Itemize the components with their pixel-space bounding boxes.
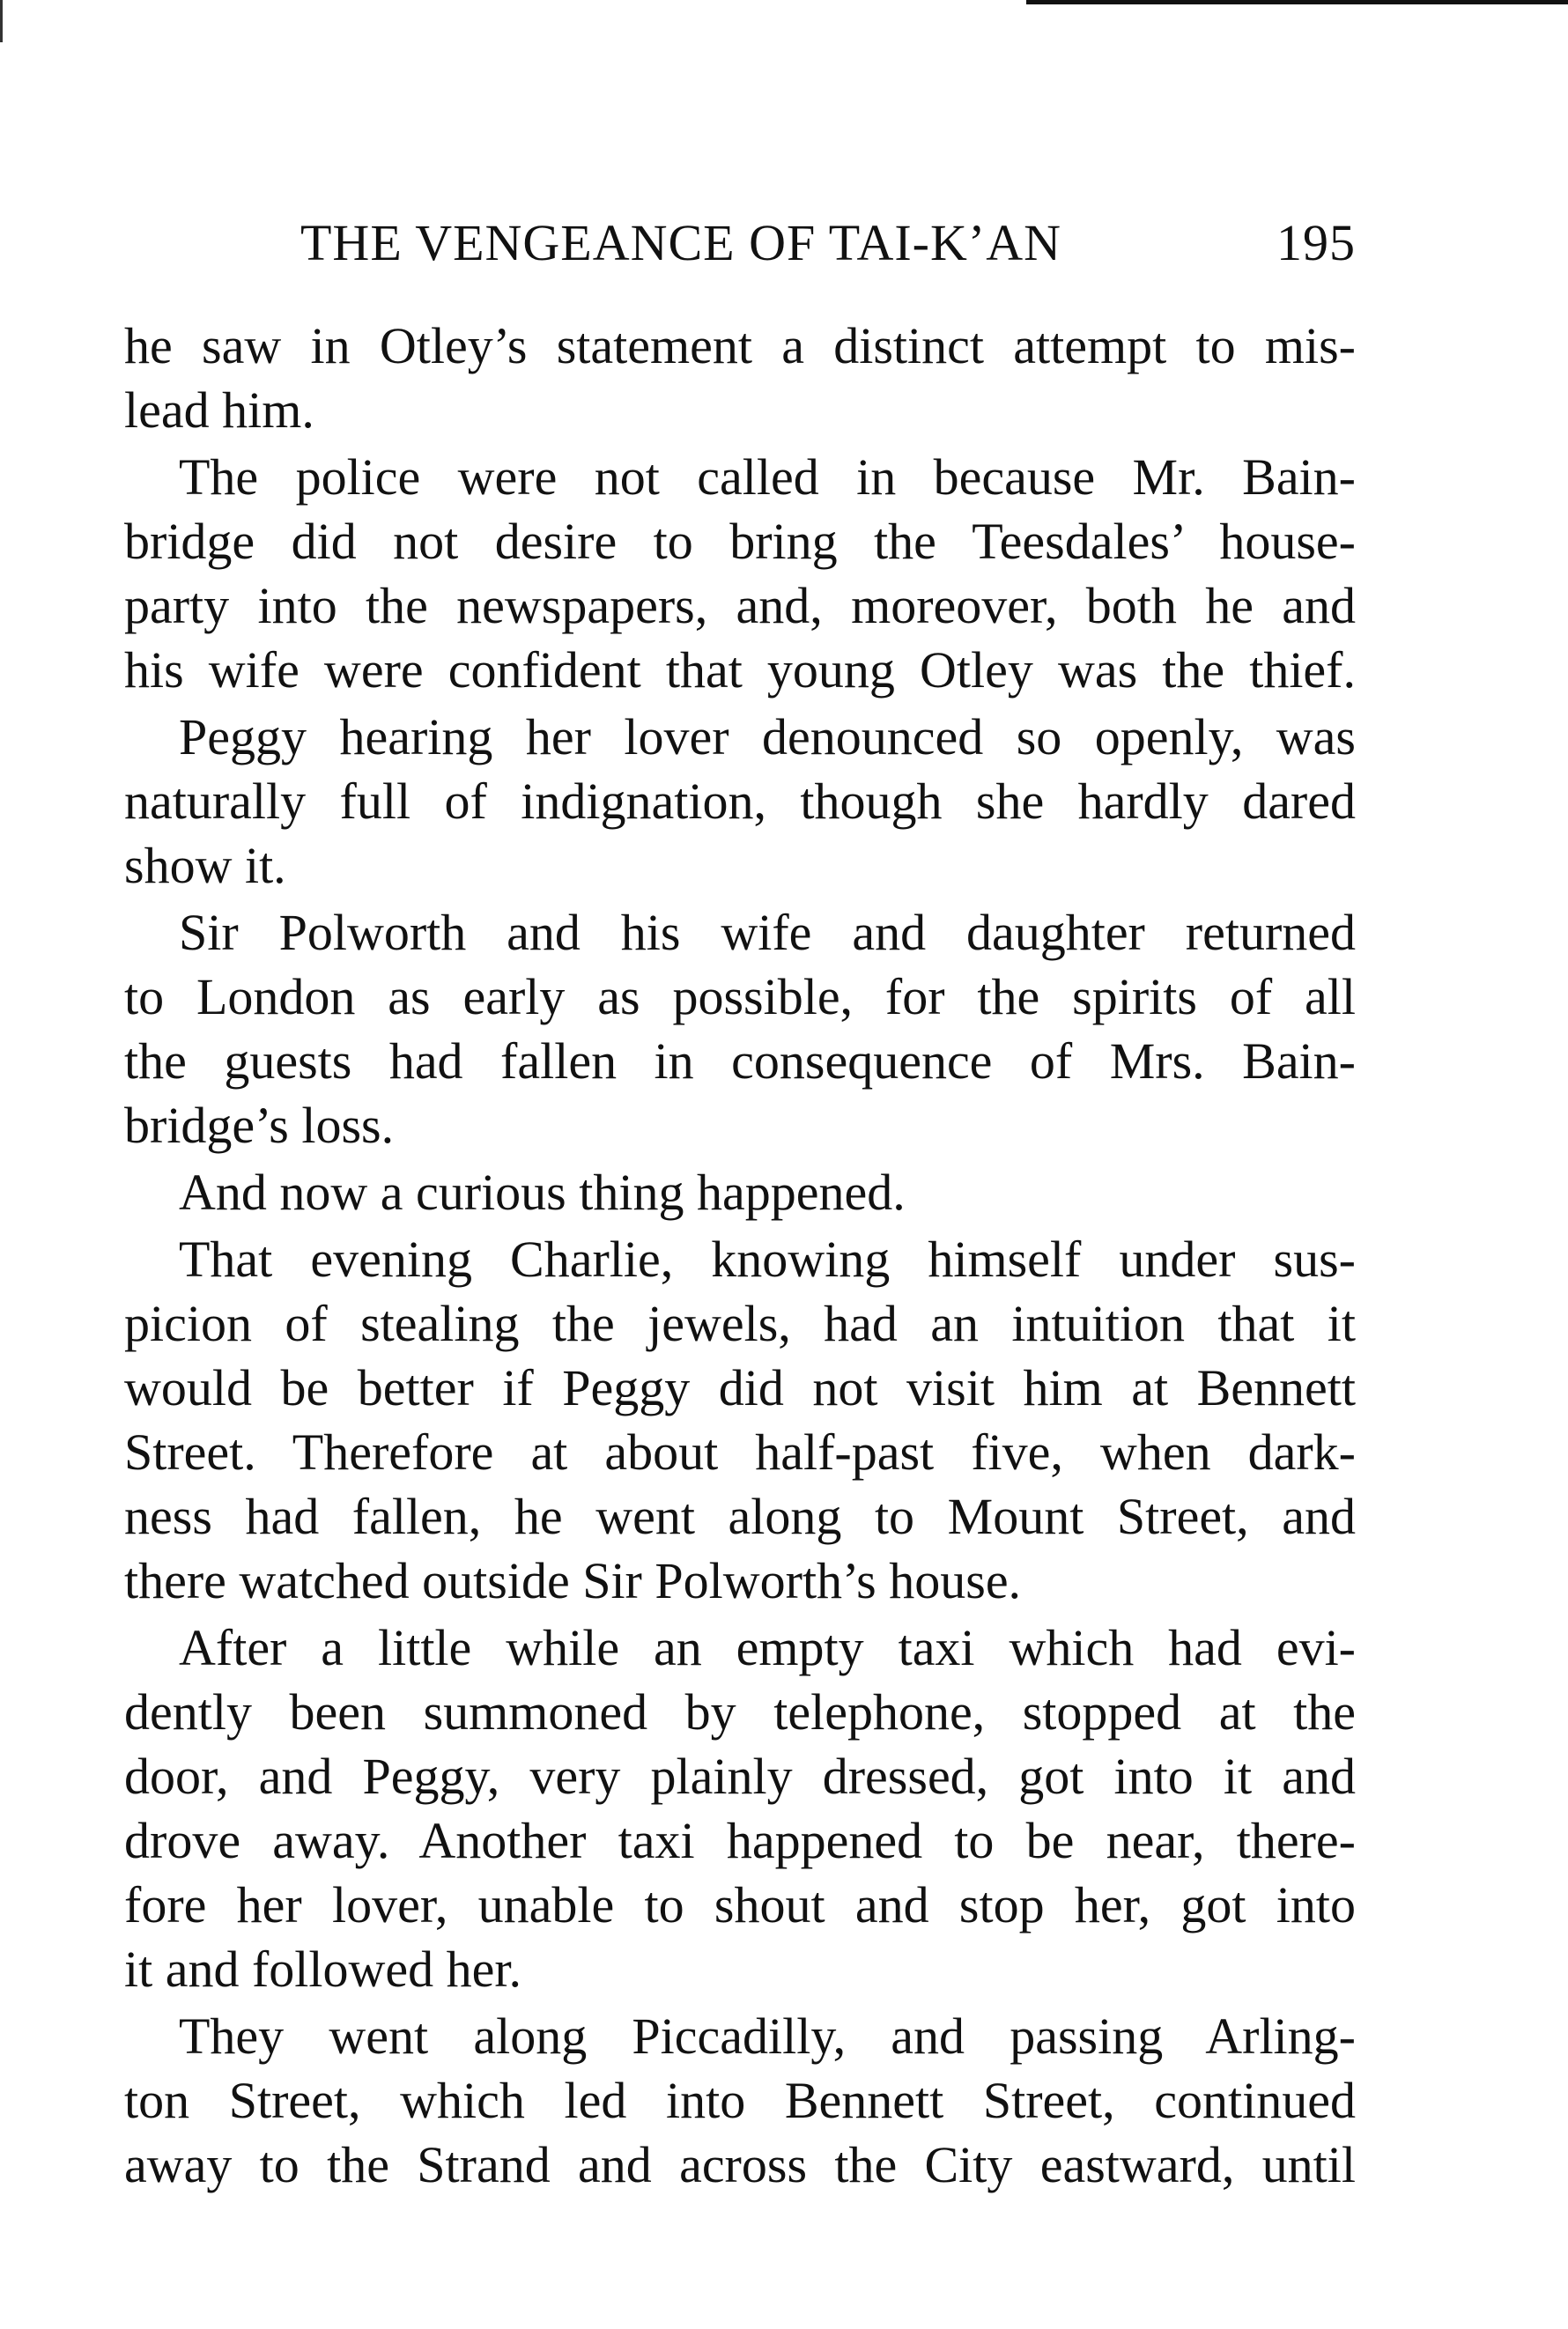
- text-line: That evening Charlie, knowing himself under sus-: [179, 1231, 1356, 1288]
- text-line: bridge did not desire to bring the Teesdales’ house-: [124, 513, 1356, 570]
- text-line: After a little while an empty taxi which had evi-: [179, 1619, 1356, 1676]
- text-line: The police were not called in because Mr. Bain-: [179, 448, 1356, 506]
- text-line: drove away. Another taxi happened to be near, there-: [124, 1812, 1356, 1869]
- text-line: Street. Therefore at about half-past five, when dark-: [124, 1423, 1356, 1481]
- text-line: party into the newspapers, and, moreover, both he and: [124, 577, 1356, 634]
- text-line: the guests had fallen in consequence of Mrs. Bain-: [124, 1032, 1356, 1090]
- text-line: dently been summoned by telephone, stopped at the: [124, 1683, 1356, 1741]
- text-line: fore her lover, unable to shout and stop her, got into: [124, 1876, 1356, 1933]
- text-line: bridge’s loss.: [124, 1097, 395, 1154]
- top-edge-rule: [1026, 0, 1568, 4]
- page-number: 195: [1276, 214, 1356, 271]
- text-line: show it.: [124, 837, 286, 894]
- text-line: picion of stealing the jewels, had an intuition that it: [124, 1295, 1356, 1352]
- text-line: And now a curious thing happened.: [179, 1164, 906, 1221]
- text-line: Peggy hearing her lover denounced so openly, was: [179, 708, 1356, 765]
- text-line: there watched outside Sir Polworth’s house.: [124, 1552, 1022, 1609]
- text-line: Sir Polworth and his wife and daughter returned: [179, 904, 1356, 961]
- text-line: naturally full of indignation, though she hardly dared: [124, 773, 1356, 830]
- text-line: to London as early as possible, for the spirits of all: [124, 968, 1356, 1025]
- text-line: it and followed her.: [124, 1941, 522, 1998]
- text-line: he saw in Otley’s statement a distinct attempt to mis-: [124, 317, 1356, 374]
- text-line: away to the Strand and across the City eastward, until: [124, 2136, 1356, 2193]
- running-head: [300, 208, 1356, 278]
- body-text: [124, 314, 1356, 2197]
- running-title: THE VENGEANCE OF TAI-K’AN: [300, 214, 1061, 271]
- text-line: ton Street, which led into Bennett Street, continued: [124, 2072, 1356, 2129]
- text-line: his wife were confident that young Otley was the thief.: [124, 641, 1356, 699]
- text-line: door, and Peggy, very plainly dressed, got into it and: [124, 1748, 1356, 1805]
- text-line: would be better if Peggy did not visit him at Bennett: [124, 1359, 1356, 1416]
- text-line: ness had fallen, he went along to Mount Street, and: [124, 1488, 1356, 1545]
- left-edge-mark: [0, 0, 3, 42]
- text-line: They went along Piccadilly, and passing Arling-: [179, 2007, 1356, 2065]
- text-line: lead him.: [124, 381, 314, 439]
